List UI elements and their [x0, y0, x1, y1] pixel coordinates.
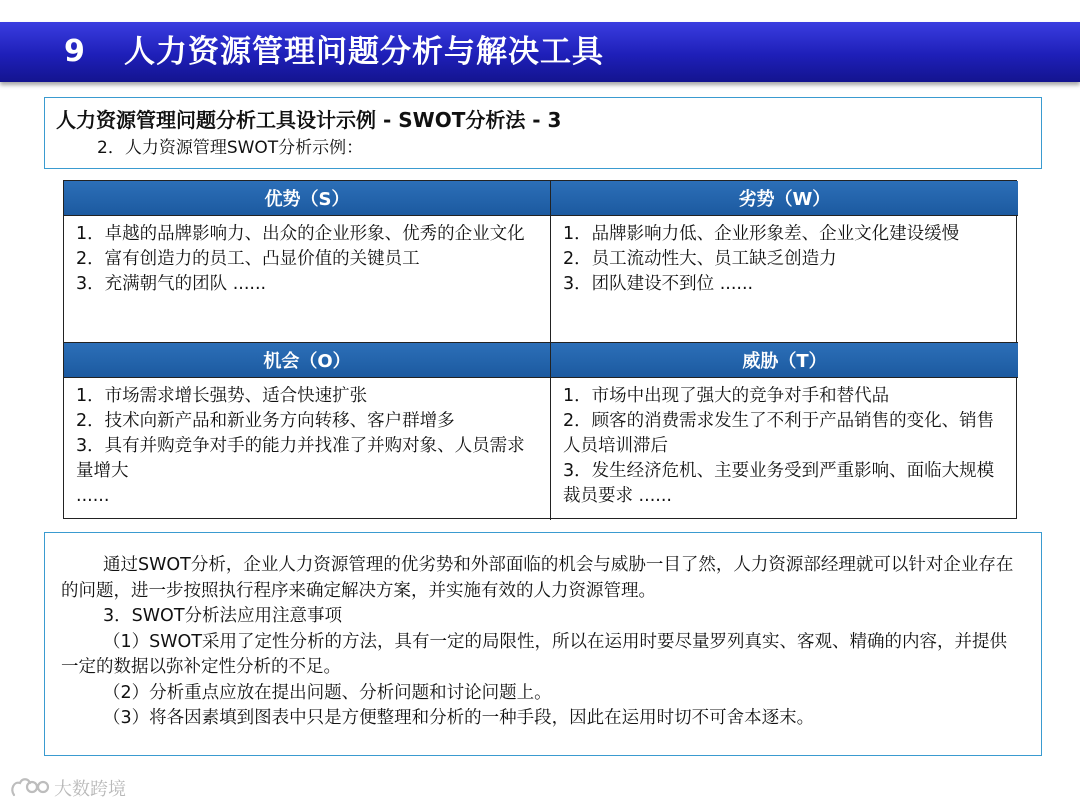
strengths-header: 优势（S） — [64, 181, 551, 216]
chapter-number: 9 — [64, 34, 85, 69]
list-item: 3．具有并购竞争对手的能力并找准了并购对象、人员需求量增大 — [76, 436, 525, 481]
note-item: （3）将各因素填到图表中只是方便整理和分析的一种手段，因此在运用时切不可舍本逐末。 — [103, 708, 815, 728]
list-item: 3．团队建设不到位 ...... — [563, 274, 754, 294]
summary-paragraph: 通过SWOT分析，企业人力资源管理的优劣势和外部面临的机会与威胁一目了然，人力资源部经理就可以针对企业存在的问题，进一步按照执行程序来确定解决方案，并实施有效的人力资源管理。 — [61, 555, 1014, 601]
notes-section-title: 3．SWOT分析法应用注意事项 — [103, 606, 343, 626]
list-item: 1．市场中出现了强大的竞争对手和替代品 — [563, 386, 890, 406]
watermark-logo-icon — [8, 775, 50, 801]
list-item: 1．品牌影响力低、企业形象差、企业文化建设缓慢 — [563, 224, 960, 244]
section-title: 人力资源管理问题分析工具设计示例 - SWOT分析法 - 3 — [56, 108, 562, 132]
swot-table — [63, 180, 1017, 519]
list-item: 2．技术向新产品和新业务方向转移、客户群增多 — [76, 411, 455, 431]
list-item: 3．充满朝气的团队 ...... — [76, 274, 267, 294]
note-item: （1）SWOT采用了定性分析的方法，具有一定的局限性，所以在运用时要尽量罗列真实、客观、精确的内容，并提供一定的数据以弥补定性分析的不足。 — [61, 631, 1008, 677]
list-item: 2．富有创造力的员工、凸显价值的关键员工 — [76, 249, 420, 269]
strengths-cell — [64, 216, 551, 343]
list-item: 2．员工流动性大、员工缺乏创造力 — [563, 249, 837, 269]
opportunities-header: 机会（O） — [64, 343, 551, 378]
threats-header: 威胁（T） — [551, 343, 1018, 378]
title-banner — [0, 22, 1080, 82]
page-title: 人力资源管理问题分析与解决工具 — [124, 34, 604, 70]
weaknesses-header: 劣势（W） — [551, 181, 1018, 216]
list-item: 1．卓越的品牌影响力、出众的企业形象、优秀的企业文化 — [76, 224, 525, 244]
opportunities-cell — [64, 378, 551, 520]
list-item: ...... — [76, 486, 110, 506]
list-item: 2．顾客的消费需求发生了不利于产品销售的变化、销售人员培训滞后 — [563, 411, 995, 456]
weaknesses-cell — [551, 216, 1018, 343]
list-item: 1．市场需求增长强势、适合快速扩张 — [76, 386, 368, 406]
notes-box — [44, 532, 1042, 756]
list-item: 3．发生经济危机、主要业务受到严重影响、面临大规模裁员要求 ...... — [563, 461, 995, 506]
note-item: （2）分析重点应放在提出问题、分析问题和讨论问题上。 — [103, 682, 552, 703]
watermark-text: 大数跨境 — [54, 779, 126, 800]
watermark — [8, 775, 126, 801]
intro-box — [44, 97, 1042, 169]
section-subtitle: 2．人力资源管理SWOT分析示例： — [97, 138, 364, 158]
threats-cell — [551, 378, 1018, 520]
